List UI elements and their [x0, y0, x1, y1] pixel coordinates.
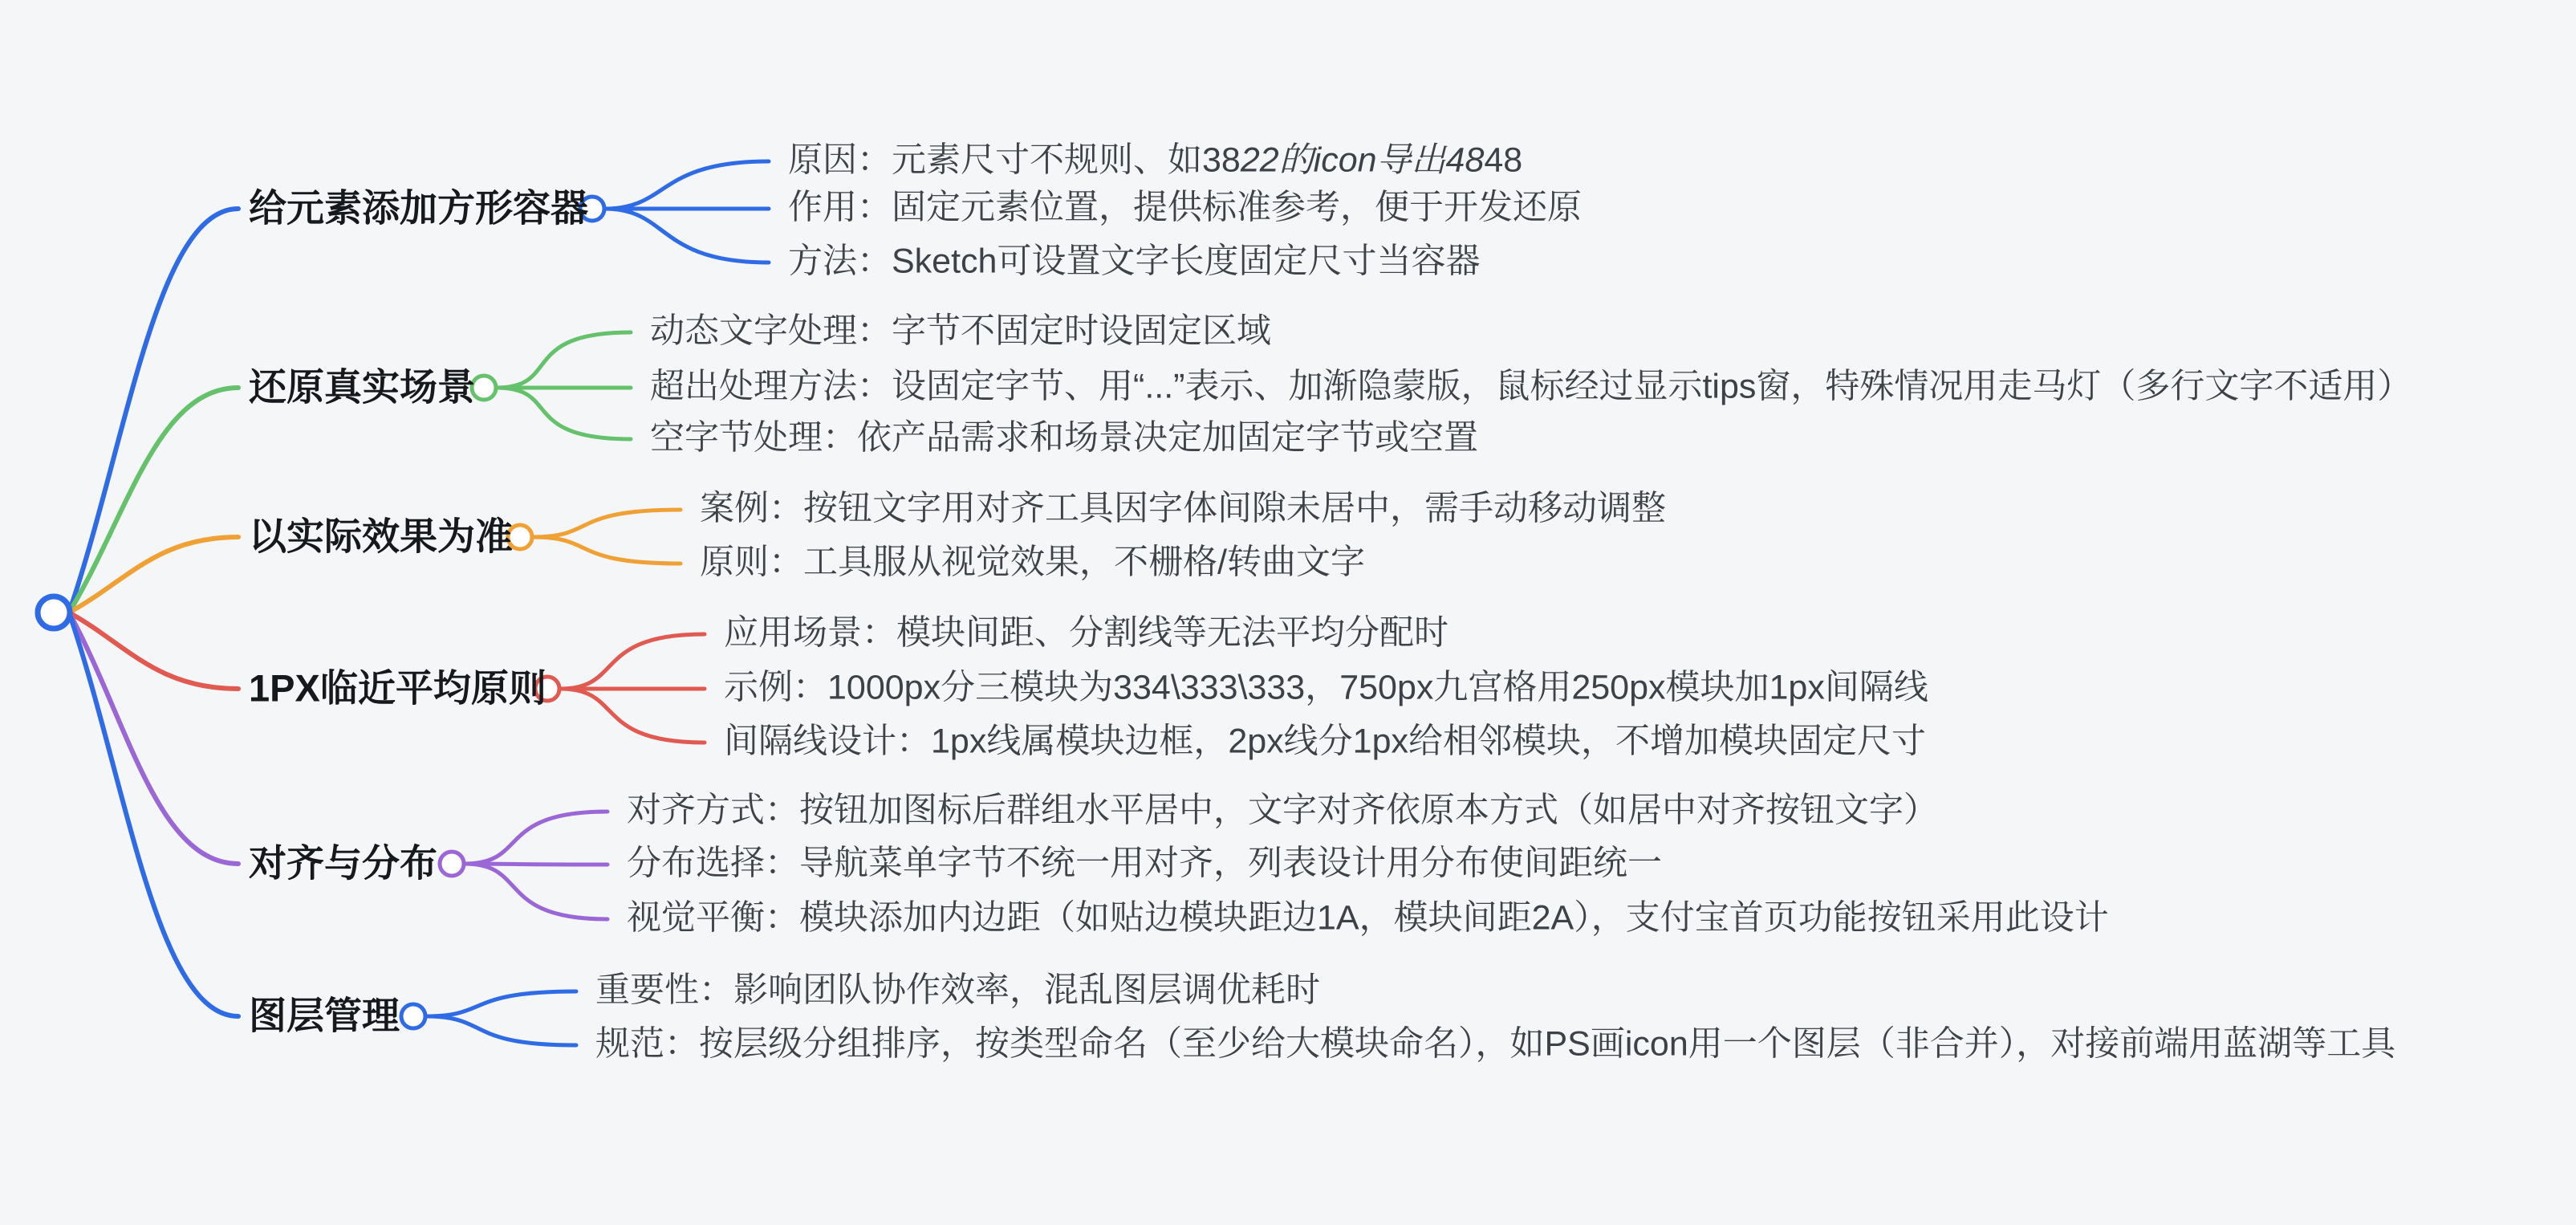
branch5-toggle[interactable]	[440, 852, 464, 876]
node-text: 48	[1484, 140, 1523, 180]
branch6-child2[interactable]: 规范：按层级分组排序，按类型命名（至少给大模块命名），如PS画icon用一个图层（非合并），对接前端用蓝湖等工具	[595, 1024, 2396, 1064]
connector-b6-c1	[426, 991, 576, 1016]
branch4-label[interactable]: 1PX临近平均原则	[249, 666, 546, 710]
branch6-label[interactable]: 图层管理	[249, 994, 400, 1037]
branch4-child1[interactable]: 应用场景：模块间距、分割线等无法平均分配时	[724, 613, 1448, 653]
branch6-child1[interactable]: 重要性：影响团队协作效率，混乱图层调优耗时	[595, 971, 1320, 1010]
connector-b2-c3	[497, 388, 631, 439]
connector-root-branch3	[69, 537, 238, 612]
connector-b4-c3	[560, 689, 705, 743]
branch2-child1[interactable]: 动态文字处理：字节不固定时设固定区域	[650, 311, 1271, 351]
node-text: 原因：元素尺寸不规则、如38	[788, 140, 1241, 180]
branch1-child2[interactable]: 作用：固定元素位置，提供标准参考，便于开发还原	[788, 188, 1582, 227]
node-text-italic: 22的icon导出48	[1240, 140, 1485, 180]
branch6-toggle[interactable]	[401, 1004, 425, 1028]
connector-b5-c3	[465, 864, 607, 919]
branch3-child1[interactable]: 案例：按钮文字用对齐工具因字体间隙未居中，需手动移动调整	[700, 489, 1666, 528]
branch1-child3[interactable]: 方法：Sketch可设置文字长度固定尺寸当容器	[788, 242, 1481, 281]
connector-root-branch6	[69, 612, 238, 1016]
branch4-child3[interactable]: 间隔线设计：1px线属模块边框，2px线分1px给相邻模块，不增加模块固定尺寸	[724, 722, 1926, 761]
connector-b4-c1	[560, 634, 705, 689]
connector-b3-c2	[533, 537, 681, 564]
connector-b5-c2	[465, 864, 607, 865]
branch3-child2[interactable]: 原则：工具服从视觉效果，不栅格/转曲文字	[700, 543, 1365, 582]
connector-b6-c2	[426, 1016, 576, 1045]
connector-root-branch5	[69, 612, 238, 864]
branch5-label[interactable]: 对齐与分布	[249, 841, 437, 885]
connector-root-branch2	[69, 388, 238, 612]
connector-b5-c1	[465, 812, 607, 864]
connector-b2-c1	[497, 332, 631, 388]
branch3-label[interactable]: 以实际效果为准	[249, 515, 513, 558]
branch2-toggle[interactable]	[472, 376, 496, 400]
connector-root-branch4	[69, 612, 238, 689]
branch2-child3[interactable]: 空字节处理：依产品需求和场景决定加固定字节或空置	[650, 418, 1478, 458]
branch2-label[interactable]: 还原真实场景	[249, 365, 475, 409]
branch1-child1[interactable]	[788, 140, 1523, 180]
connector-b3-c1	[533, 510, 681, 537]
branch4-child2[interactable]: 示例：1000px分三模块为334\333\333，750px九宫格用250px模块加1px间隔线	[724, 668, 1928, 707]
connector-b1-c1	[605, 161, 769, 209]
connector-b1-c3	[605, 209, 769, 262]
branch5-child1[interactable]: 对齐方式：按钮加图标后群组水平居中，文字对齐依原本方式（如居中对齐按钮文字）	[627, 791, 1938, 830]
branch1-label[interactable]: 给元素添加方形容器	[249, 186, 588, 230]
connector-root-branch1	[69, 209, 238, 612]
branch5-child3[interactable]: 视觉平衡：模块添加内边距（如贴边模块距边1A，模块间距2A），支付宝首页功能按钮采用此设计	[627, 898, 2109, 938]
branch5-child2[interactable]: 分布选择：导航菜单字节不统一用对齐，列表设计用分布使间距统一	[627, 844, 1662, 883]
root-node[interactable]	[38, 596, 70, 629]
branch2-child2[interactable]: 超出处理方法：设固定字节、用“...”表示、加渐隐蒙版，鼠标经过显示tips窗，特殊情况用走马灯（多行文字不适用）	[650, 367, 2412, 406]
